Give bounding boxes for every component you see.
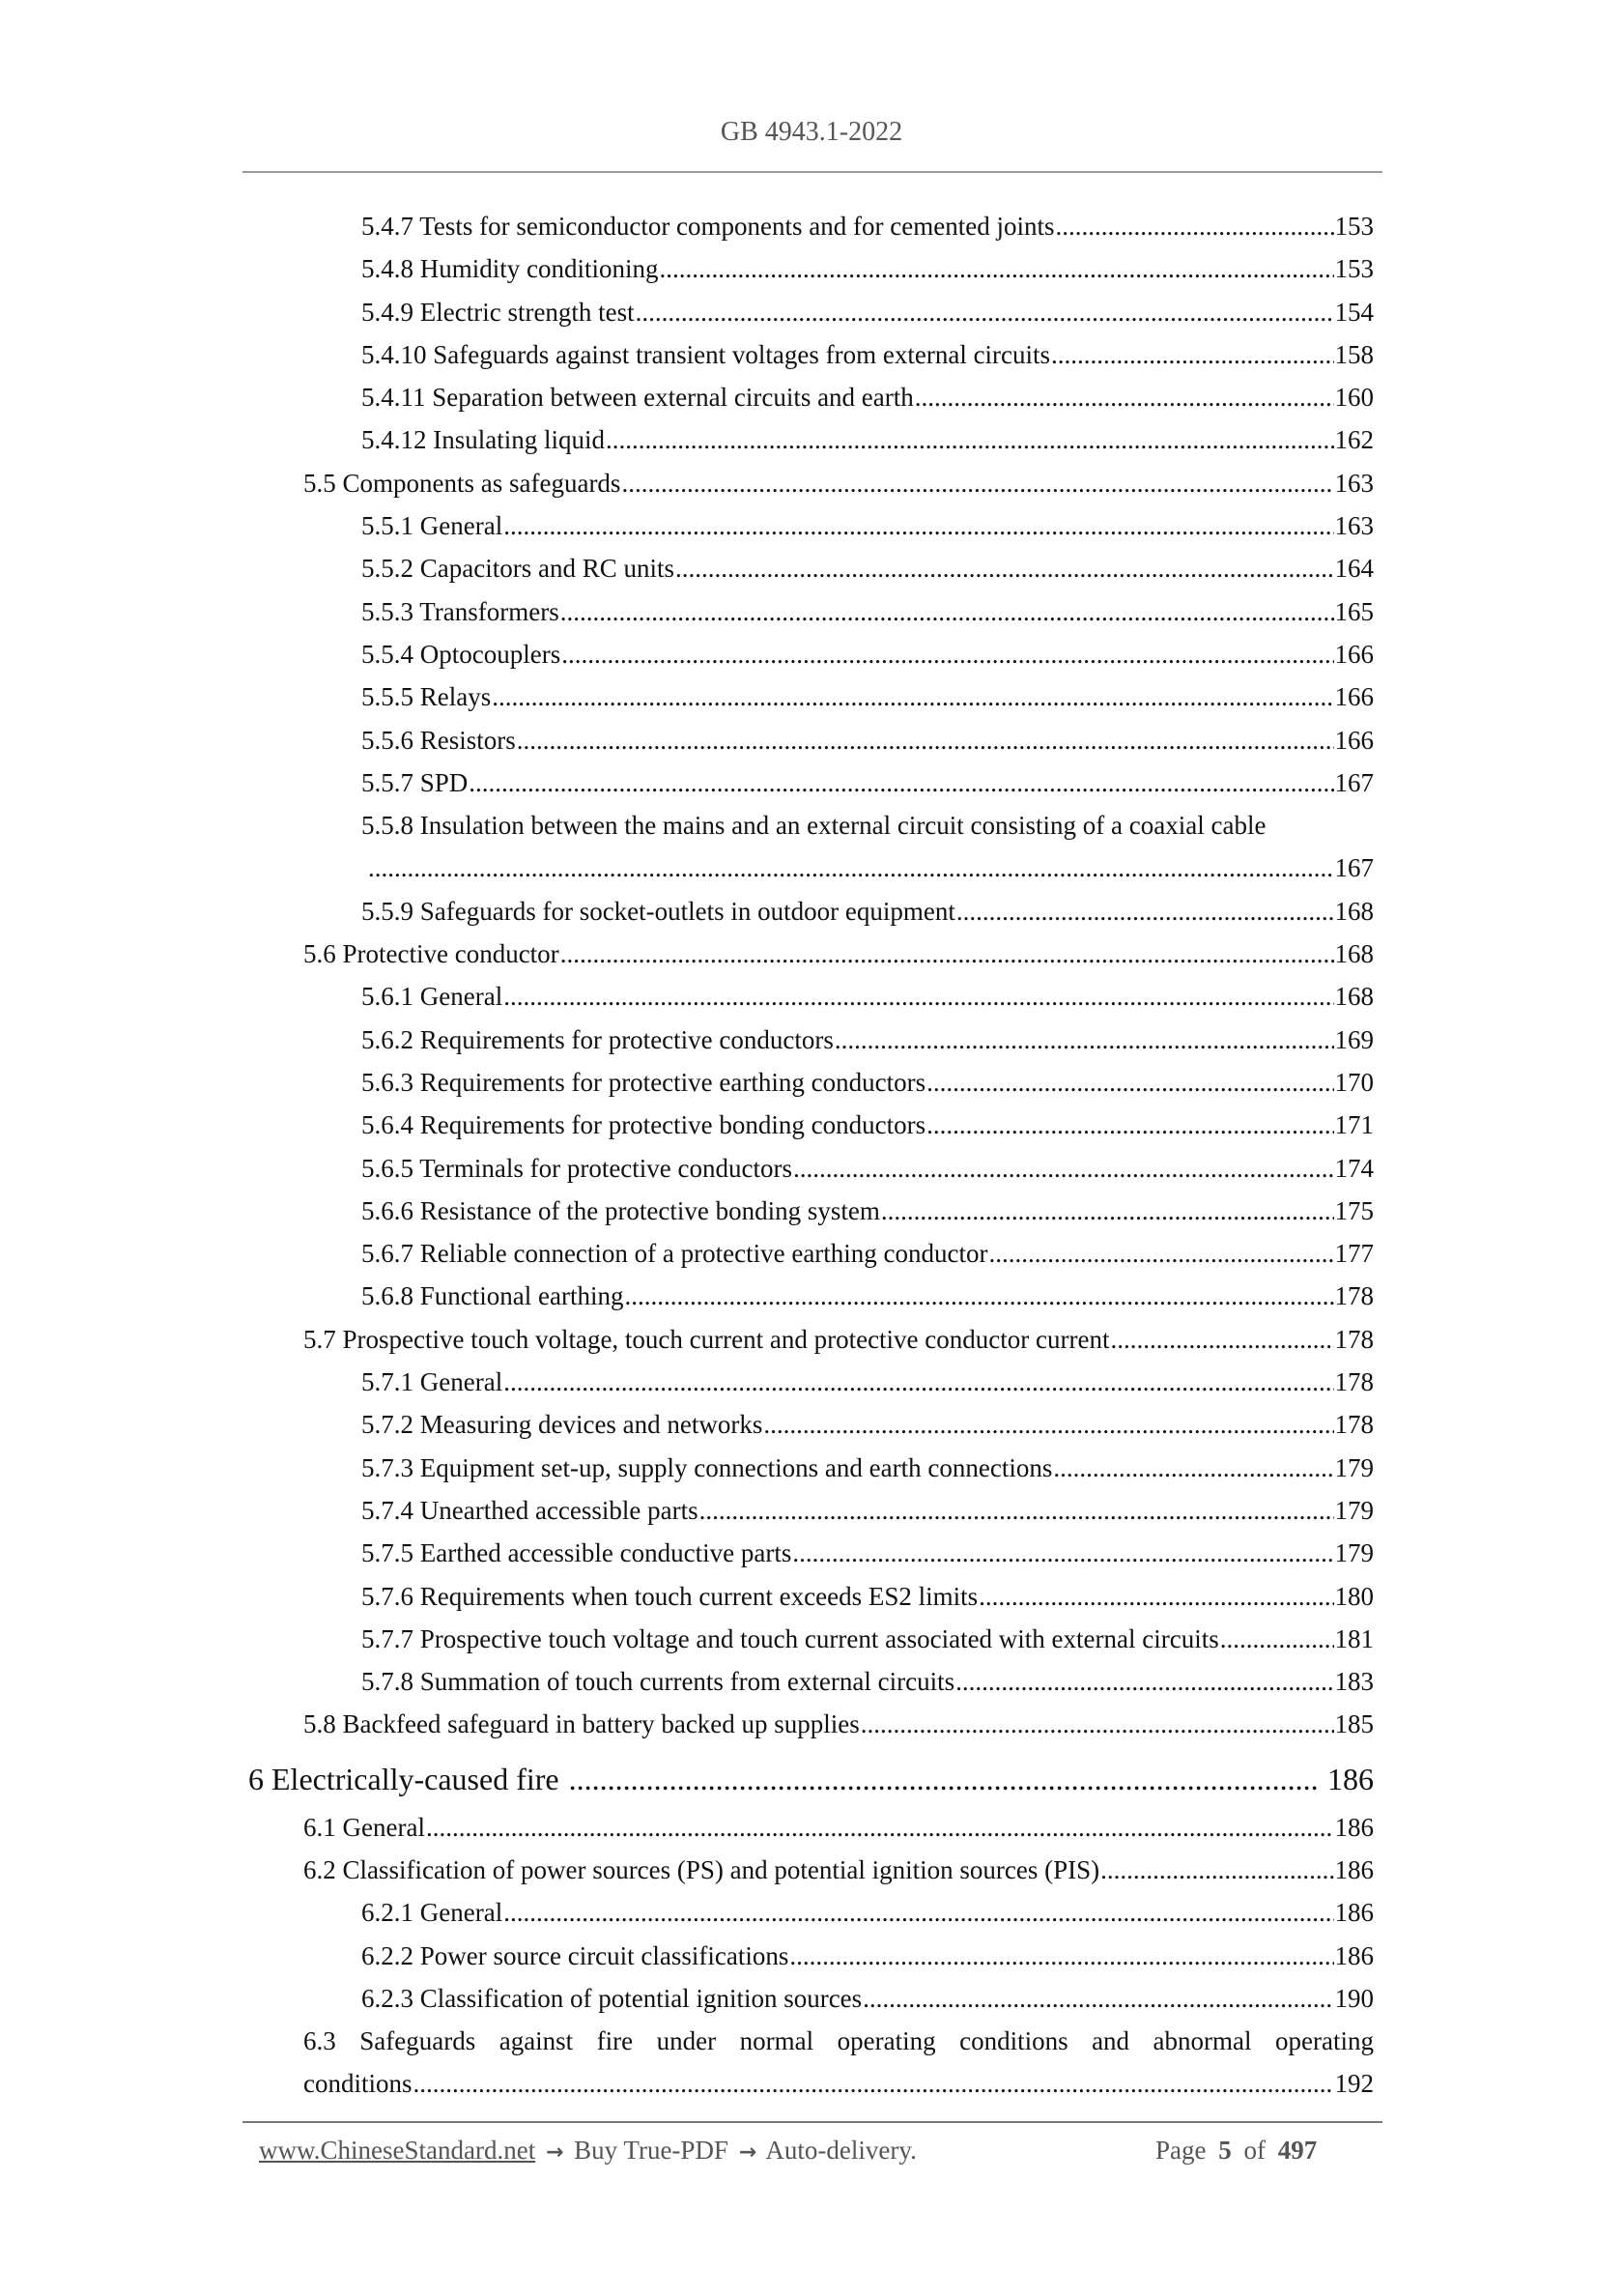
dot-leader <box>560 933 1334 975</box>
toc-entry-title: 5.5.8 Insulation between the mains and an external circuit consisting of a coaxial cable <box>361 811 1267 841</box>
toc-entry-page: 162 <box>1334 425 1374 455</box>
toc-entry[interactable] <box>0 1532 1623 1574</box>
toc-entry-title: 5.6.2 Requirements for protective conductors <box>361 1024 834 1054</box>
dot-leader <box>675 547 1334 589</box>
arrow-right-icon: → <box>738 2140 757 2165</box>
toc-entry-title: 6.2 Classification of power sources (PS) and potential ignition sources (PIS) <box>303 1854 1100 1884</box>
dot-leader <box>881 1190 1334 1232</box>
dot-leader <box>660 247 1334 290</box>
toc-entry-page: 170 <box>1334 1067 1374 1097</box>
toc-entry[interactable] <box>0 291 1623 333</box>
toc-entry[interactable] <box>0 933 1623 975</box>
toc-entry[interactable] <box>0 1147 1623 1190</box>
toc-entry-page: 185 <box>1334 1709 1374 1739</box>
toc-entry-title: 5.7.1 General <box>361 1367 503 1397</box>
dot-leader <box>955 1660 1333 1703</box>
toc-entry[interactable] <box>0 1806 1623 1849</box>
toc-entry-page: 167 <box>1334 853 1374 883</box>
toc-entry-page: 165 <box>1334 596 1374 626</box>
dot-leader <box>426 1806 1334 1849</box>
toc-entry-page: 154 <box>1334 297 1374 327</box>
dot-leader <box>560 590 1334 633</box>
toc-entry-title: 5.7.5 Earthed accessible conductive parts <box>361 1538 792 1568</box>
toc-entry-page: 179 <box>1334 1452 1374 1482</box>
toc-entry-page: 186 <box>1334 1898 1374 1928</box>
dot-leader <box>368 847 1334 889</box>
dot-leader <box>1053 1447 1333 1489</box>
toc-entry-page: 178 <box>1334 1281 1374 1311</box>
dot-leader <box>915 376 1334 418</box>
toc-entry[interactable] <box>0 205 1623 247</box>
toc-entry-page: 166 <box>1334 725 1374 755</box>
toc-entry-page: 179 <box>1334 1538 1374 1568</box>
toc-entry-page: 186 <box>1334 1940 1374 1970</box>
dot-leader <box>1110 1318 1333 1361</box>
toc-entry-continuation[interactable] <box>0 847 1623 889</box>
toc-entry-title: 5.5.6 Resistors <box>361 725 516 755</box>
toc-entry[interactable] <box>0 333 1623 376</box>
toc-entry[interactable] <box>0 590 1623 633</box>
toc-entry-page: 171 <box>1334 1110 1374 1140</box>
dot-leader <box>503 975 1333 1018</box>
toc-entry[interactable] <box>0 1447 1623 1489</box>
toc-entry-title: 5.5.4 Optocouplers <box>361 639 561 669</box>
dot-leader <box>789 1935 1333 1977</box>
toc-entry-page: 192 <box>1334 2069 1374 2099</box>
toc-entry-page: 180 <box>1334 1581 1374 1611</box>
toc-entry-page: 175 <box>1334 1195 1374 1225</box>
toc-entry-title: 6.3 Safeguards against fire under normal operating conditions and abnormal operating <box>303 2026 1374 2056</box>
toc-entry-page: 181 <box>1334 1623 1374 1653</box>
dot-leader <box>517 719 1334 761</box>
toc-entry-page: 163 <box>1334 468 1374 498</box>
dot-leader <box>413 2062 1334 2105</box>
dot-leader <box>835 1019 1334 1061</box>
toc-entry-title: 5.6.4 Requirements for protective bonding conductors <box>361 1110 926 1140</box>
website-link[interactable]: www.ChineseStandard.net <box>259 2136 536 2165</box>
toc-entry-title: 5.6.7 Reliable connection of a protective earthing conductor <box>361 1239 988 1269</box>
dot-leader <box>861 1703 1334 1745</box>
toc-entry-title: 5.7.6 Requirements when touch current exceeds ES2 limits <box>361 1581 979 1611</box>
dot-leader <box>1220 1618 1334 1660</box>
total-page-count: 497 <box>1277 2136 1318 2165</box>
toc-entry[interactable] <box>0 761 1623 804</box>
dot-leader <box>792 1532 1333 1574</box>
toc-entry-title: 5.5.5 Relays <box>361 682 492 712</box>
toc-entry-page: 166 <box>1334 682 1374 712</box>
document-header-title: GB 4943.1-2022 <box>720 117 903 147</box>
toc-entry[interactable] <box>0 719 1623 761</box>
toc-entry[interactable] <box>0 547 1623 589</box>
toc-entry-page: 190 <box>1334 1983 1374 2013</box>
toc-entry-page: 169 <box>1334 1024 1374 1054</box>
toc-entry[interactable] <box>0 675 1623 718</box>
toc-entry-title: 5.4.12 Insulating liquid <box>361 425 605 455</box>
toc-entry-title: 5.5.2 Capacitors and RC units <box>361 554 674 584</box>
toc-entry-continuation[interactable] <box>0 2062 1623 2105</box>
toc-entry[interactable] <box>0 1318 1623 1361</box>
toc-entry[interactable] <box>0 1104 1623 1146</box>
toc-entry-title: 6.2.2 Power source circuit classifications <box>361 1940 789 1970</box>
dot-leader <box>503 1891 1333 1934</box>
dot-leader <box>569 1754 1318 1804</box>
toc-entry-title: 5.6.3 Requirements for protective earthing conductors <box>361 1067 926 1097</box>
dot-leader <box>606 418 1334 461</box>
toc-entry-page: 179 <box>1334 1495 1374 1525</box>
dot-leader <box>926 1104 1333 1146</box>
page-indicator <box>1155 2134 1317 2167</box>
toc-entry[interactable] <box>0 1935 1623 1977</box>
toc-entry-title: 5.7.3 Equipment set-up, supply connections and earth connections <box>361 1452 1053 1482</box>
toc-entry[interactable] <box>0 1232 1623 1275</box>
dot-leader <box>1100 1849 1333 1891</box>
dot-leader <box>636 291 1334 333</box>
toc-entry-page: 163 <box>1334 511 1374 541</box>
toc-entry-title: 5.8 Backfeed safeguard in battery backed up supplies <box>303 1709 860 1739</box>
toc-entry-page: 178 <box>1334 1410 1374 1440</box>
buy-true-pdf-text: Buy True-PDF <box>574 2136 728 2165</box>
toc-entry[interactable] <box>0 1977 1623 2020</box>
toc-entry-title: 6.2.1 General <box>361 1898 503 1928</box>
dot-leader <box>793 1147 1334 1190</box>
dot-leader <box>1055 205 1333 247</box>
toc-entry[interactable] <box>0 247 1623 290</box>
toc-entry-title: 5.7 Prospective touch voltage, touch current and protective conductor current <box>303 1324 1110 1354</box>
toc-entry-title: 5.4.8 Humidity conditioning <box>361 254 659 284</box>
toc-entry[interactable] <box>0 633 1623 675</box>
page-of-label: of <box>1243 2136 1266 2165</box>
toc-entry[interactable] <box>0 1849 1623 1891</box>
toc-entry-title: 5.7.4 Unearthed accessible parts <box>361 1495 698 1525</box>
toc-entry-title: 5.6.8 Functional earthing <box>361 1281 624 1311</box>
toc-entry-title: 6.2.3 Classification of potential ignition sources <box>361 1983 863 2013</box>
toc-entry-page: 168 <box>1334 896 1374 926</box>
toc-entry-title: 5.4.11 Separation between external circuits and earth <box>361 383 914 413</box>
toc-entry[interactable] <box>0 1361 1623 1403</box>
dot-leader <box>1051 333 1333 376</box>
toc-entry-page: 186 <box>1334 1854 1374 1884</box>
toc-entry[interactable] <box>0 1019 1623 1061</box>
page-label: Page <box>1155 2136 1207 2165</box>
toc-entry[interactable] <box>0 1618 1623 1660</box>
toc-entry-page: 168 <box>1334 939 1374 969</box>
toc-entry[interactable] <box>0 1489 1623 1532</box>
toc-entry-page: 166 <box>1334 639 1374 669</box>
toc-entry-page: 160 <box>1334 383 1374 413</box>
toc-entry-title: 5.6.6 Resistance of the protective bonding system <box>361 1195 880 1225</box>
toc-entry[interactable] <box>0 975 1623 1018</box>
toc-entry-title: 5.6.1 General <box>361 982 503 1012</box>
toc-entry[interactable] <box>0 1190 1623 1232</box>
toc-entry-page: 153 <box>1334 254 1374 284</box>
toc-entry-page: 168 <box>1334 982 1374 1012</box>
arrow-right-icon: → <box>545 2140 564 2165</box>
toc-entry-page: 167 <box>1334 767 1374 797</box>
toc-entry-title: 5.5.7 SPD <box>361 767 469 797</box>
toc-entry[interactable] <box>0 418 1623 461</box>
toc-entry-page: 177 <box>1334 1239 1374 1269</box>
dot-leader <box>503 1361 1333 1403</box>
dot-leader <box>621 462 1333 504</box>
header-divider <box>242 171 1382 173</box>
toc-entry[interactable] <box>0 376 1623 418</box>
toc-entry[interactable] <box>0 504 1623 547</box>
toc-entry-page: 178 <box>1334 1367 1374 1397</box>
toc-entry-wrapped[interactable] <box>0 804 1623 847</box>
toc-entry-page: 174 <box>1334 1153 1374 1183</box>
toc-entry-title: 6.1 General <box>303 1812 425 1842</box>
toc-entry[interactable] <box>0 1061 1623 1104</box>
toc-entry-title: 5.5 Components as safeguards <box>303 468 621 498</box>
toc-entry-wrapped[interactable] <box>0 2020 1623 2062</box>
toc-entry-page: 186 <box>1334 1812 1374 1842</box>
toc-entry-page: 153 <box>1334 212 1374 241</box>
dot-leader <box>492 675 1333 718</box>
toc-entry-title: 5.6 Protective conductor <box>303 939 559 969</box>
toc-entry[interactable] <box>0 1891 1623 1934</box>
dot-leader <box>979 1575 1333 1618</box>
toc-entry-title: 5.4.9 Electric strength test <box>361 297 635 327</box>
toc-entry-title-continued: conditions <box>303 2069 413 2099</box>
toc-entry[interactable] <box>0 890 1623 933</box>
current-page-number: 5 <box>1218 2136 1232 2165</box>
toc-entry-title: 5.4.10 Safeguards against transient voltages from external circuits <box>361 339 1051 369</box>
toc-entry-title: 5.7.2 Measuring devices and networks <box>361 1410 763 1440</box>
toc-entry-title: 5.4.7 Tests for semiconductor components and for cemented joints <box>361 212 1055 241</box>
toc-entry-page: 164 <box>1334 554 1374 584</box>
toc-entry[interactable] <box>0 1275 1623 1317</box>
dot-leader <box>763 1403 1333 1446</box>
page-footer <box>259 2134 1380 2169</box>
dot-leader <box>561 633 1333 675</box>
toc-entry[interactable] <box>0 1575 1623 1618</box>
toc-entry-page: 178 <box>1334 1324 1374 1354</box>
dot-leader <box>989 1232 1334 1275</box>
toc-entry[interactable] <box>0 1660 1623 1703</box>
toc-entry-page: 183 <box>1334 1667 1374 1697</box>
dot-leader <box>926 1061 1333 1104</box>
dot-leader <box>624 1275 1333 1317</box>
toc-entry-title: 5.7.7 Prospective touch voltage and touch current associated with external circuits <box>361 1623 1219 1653</box>
dot-leader <box>956 890 1334 933</box>
auto-delivery-text: Auto-delivery. <box>765 2136 917 2165</box>
toc-entry-page: 186 <box>1327 1761 1374 1796</box>
toc-entry[interactable] <box>0 1703 1623 1745</box>
toc-entry-page: 158 <box>1334 339 1374 369</box>
toc-chapter-entry[interactable] <box>0 1754 1623 1804</box>
footer-divider <box>242 2121 1382 2123</box>
toc-entry[interactable] <box>0 462 1623 504</box>
toc-entry-title: 5.6.5 Terminals for protective conductors <box>361 1153 792 1183</box>
toc-entry-title: 5.7.8 Summation of touch currents from external circuits <box>361 1667 955 1697</box>
toc-entry[interactable] <box>0 1403 1623 1446</box>
toc-entry-title: 5.5.3 Transformers <box>361 596 559 626</box>
dot-leader <box>469 761 1333 804</box>
dot-leader <box>699 1489 1334 1532</box>
table-of-contents <box>0 205 1623 2106</box>
dot-leader <box>503 504 1333 547</box>
toc-entry-title: 5.5.1 General <box>361 511 503 541</box>
toc-entry-title: 6 Electrically-caused fire <box>248 1761 559 1796</box>
toc-entry-title: 5.5.9 Safeguards for socket-outlets in outdoor equipment <box>361 896 955 926</box>
dot-leader <box>863 1977 1333 2020</box>
